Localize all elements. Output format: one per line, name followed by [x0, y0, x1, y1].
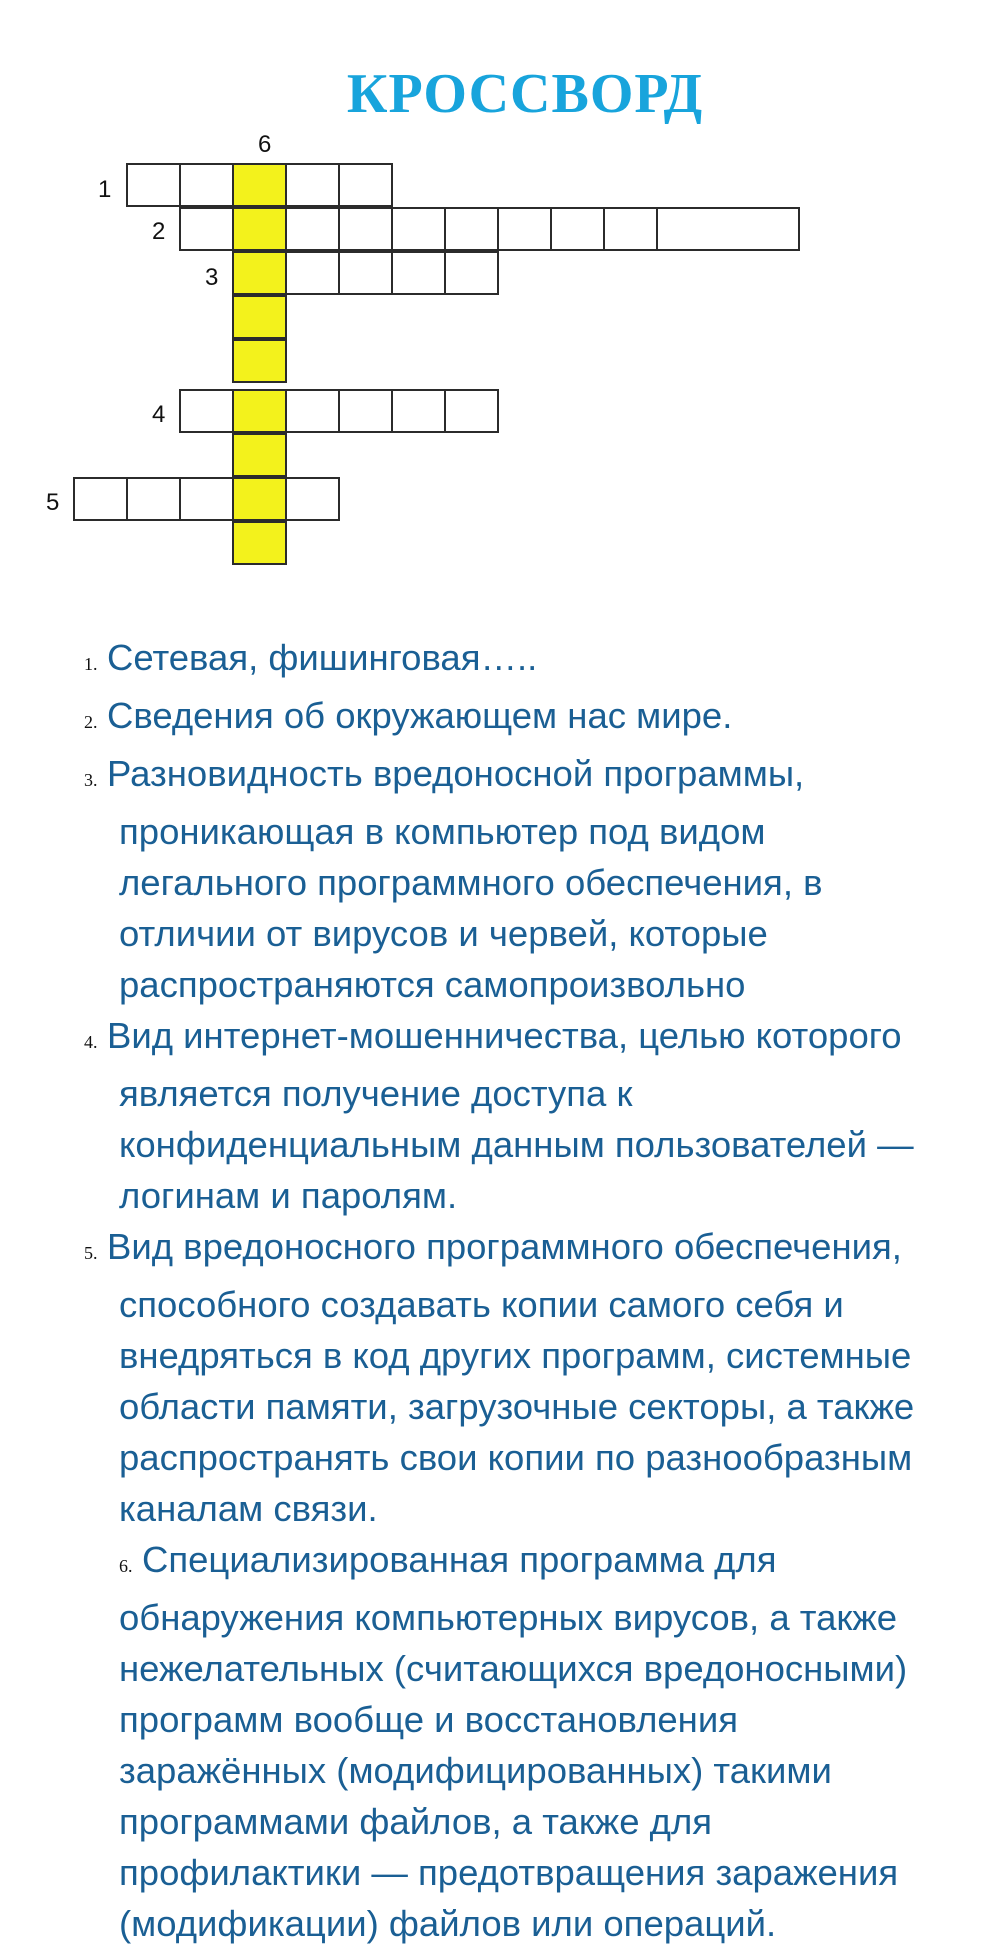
crossword-cell-highlighted[interactable]	[232, 339, 287, 383]
clue-number: 6.	[119, 1556, 133, 1576]
clue-text: заражённых (модифицированных) такими	[119, 1750, 832, 1791]
crossword-cell[interactable]	[391, 207, 446, 251]
clue-text: нежелательных (считающихся вредоносными)	[119, 1648, 908, 1689]
crossword-cell-highlighted[interactable]	[232, 163, 287, 207]
clue-number: 1.	[84, 654, 98, 674]
clue-number-1: 1	[98, 176, 112, 203]
crossword-cell[interactable]	[179, 389, 234, 433]
clue-3	[84, 748, 984, 1010]
clue-text: Специализированная программа для	[142, 1539, 777, 1580]
crossword-cell[interactable]	[338, 389, 393, 433]
clue-number: 4.	[84, 1032, 98, 1052]
crossword-cell-highlighted[interactable]	[232, 207, 287, 251]
crossword-cell[interactable]	[285, 163, 340, 207]
clue-6	[84, 1534, 984, 1949]
clues-list	[84, 632, 984, 1949]
crossword-cell[interactable]	[550, 207, 605, 251]
crossword-cell[interactable]	[603, 207, 658, 251]
clue-text: программ вообще и восстановления	[119, 1699, 738, 1740]
crossword-cell[interactable]	[656, 207, 800, 251]
crossword-cell[interactable]	[179, 163, 234, 207]
clue-number: 2.	[84, 712, 98, 732]
crossword-cell[interactable]	[73, 477, 128, 521]
crossword-cell[interactable]	[179, 477, 234, 521]
crossword-cell[interactable]	[285, 207, 340, 251]
crossword-cell[interactable]	[179, 207, 234, 251]
clue-text: является получение доступа к	[119, 1073, 633, 1114]
crossword-cell-highlighted[interactable]	[232, 251, 287, 295]
crossword-grid	[0, 0, 993, 600]
crossword-cell[interactable]	[391, 251, 446, 295]
crossword-cell[interactable]	[285, 389, 340, 433]
crossword-cell-highlighted[interactable]	[232, 521, 287, 565]
clue-text: конфиденциальным данным пользователей —	[119, 1124, 914, 1165]
clue-number-5: 5	[46, 489, 60, 516]
clue-text: Разновидность вредоносной программы,	[107, 753, 805, 794]
crossword-cell-highlighted[interactable]	[232, 389, 287, 433]
clue-text: Вид интернет-мошенничества, целью которого	[107, 1015, 902, 1056]
crossword-cell[interactable]	[285, 251, 340, 295]
clue-number-4: 4	[152, 401, 166, 428]
crossword-cell[interactable]	[338, 207, 393, 251]
crossword-cell[interactable]	[338, 251, 393, 295]
clue-text: отличии от вирусов и червей, которые	[119, 913, 768, 954]
clue-text: программами файлов, а также для	[119, 1801, 713, 1842]
clue-text: распространять свои копии по разнообразным	[119, 1437, 913, 1478]
clue-number-2: 2	[152, 218, 166, 245]
clue-text: Сведения об окружающем нас мире.	[107, 695, 733, 736]
clue-text: профилактики — предотвращения заражения	[119, 1852, 899, 1893]
crossword-cell[interactable]	[444, 207, 499, 251]
crossword-cell[interactable]	[444, 251, 499, 295]
clue-4	[84, 1010, 984, 1221]
crossword-cell[interactable]	[126, 163, 181, 207]
clue-text: обнаружения компьютерных вирусов, а также	[119, 1597, 898, 1638]
crossword-cell[interactable]	[497, 207, 552, 251]
clue-text: логинам и паролям.	[119, 1175, 458, 1216]
clue-5	[84, 1221, 984, 1534]
crossword-cell[interactable]	[338, 163, 393, 207]
crossword-cell-highlighted[interactable]	[232, 433, 287, 477]
clue-text: Сетевая, фишинговая…..	[107, 637, 538, 678]
clue-2	[84, 690, 984, 748]
clue-number: 3.	[84, 770, 98, 790]
clue-text: внедряться в код других программ, системные	[119, 1335, 912, 1376]
crossword-cell-highlighted[interactable]	[232, 477, 287, 521]
crossword-cell[interactable]	[391, 389, 446, 433]
clue-1	[84, 632, 984, 690]
clue-text: (модификации) файлов или операций.	[119, 1903, 777, 1944]
clue-text: способного создавать копии самого себя и	[119, 1284, 844, 1325]
clue-number-6: 6	[258, 131, 272, 158]
clue-text: распространяются самопроизвольно	[119, 964, 746, 1005]
crossword-cell-highlighted[interactable]	[232, 295, 287, 339]
clue-text: каналам связи.	[119, 1488, 378, 1529]
crossword-cell[interactable]	[285, 477, 340, 521]
crossword-cell[interactable]	[126, 477, 181, 521]
page-title: КРОССВОРД	[346, 63, 704, 125]
clue-text: области памяти, загрузочные секторы, а также	[119, 1386, 915, 1427]
clue-text: легального программного обеспечения, в	[119, 862, 823, 903]
clue-text: проникающая в компьютер под видом	[119, 811, 766, 852]
crossword-cell[interactable]	[444, 389, 499, 433]
clue-number-3: 3	[205, 264, 219, 291]
clue-number: 5.	[84, 1243, 98, 1263]
clue-text: Вид вредоносного программного обеспечения,	[107, 1226, 902, 1267]
